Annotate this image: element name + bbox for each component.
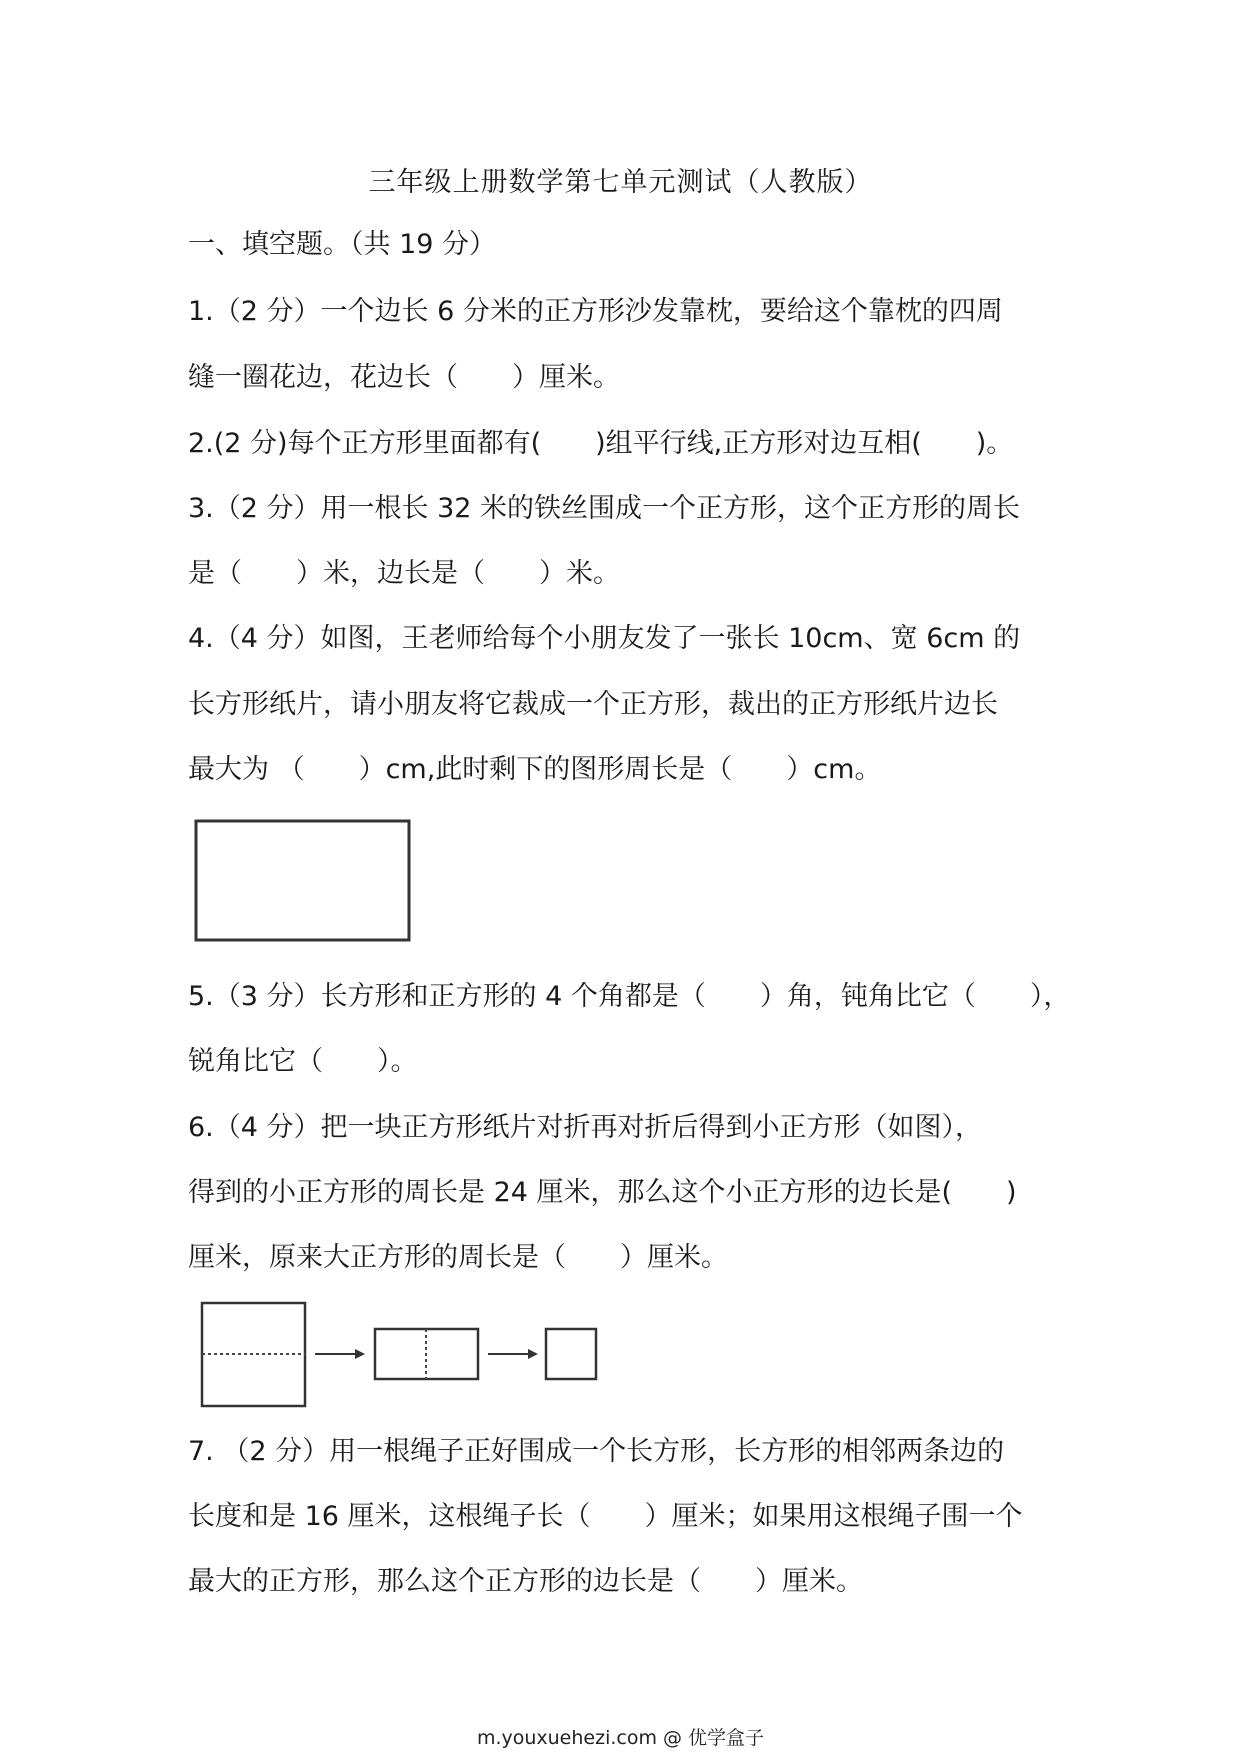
large-square: [202, 1303, 305, 1406]
section-heading: 一、填空题。（共 19 分）: [188, 229, 497, 260]
question-6-line-1: 6.（4 分）把一块正方形纸片对折再对折后得到小正方形（如图），: [188, 1112, 983, 1143]
question-1-line-2: 缝一圈花边，花边长（ ）厘米。: [188, 362, 620, 393]
question-2-line-1: 2.(2 分)每个正方形里面都有( )组平行线,正方形对边互相( )。: [188, 428, 1014, 459]
small-square: [546, 1329, 596, 1379]
question-3-line-1: 3.（2 分）用一根长 32 米的铁丝围成一个正方形，这个正方形的周长: [188, 493, 1021, 524]
arrow-2-head: [528, 1349, 538, 1359]
question-1-line-1: 1.（2 分）一个边长 6 分米的正方形沙发靠枕，要给这个靠枕的四周: [188, 296, 1003, 327]
question-7-line-3: 最大的正方形，那么这个正方形的边长是（ ）厘米。: [188, 1566, 863, 1597]
arrow-1-head: [355, 1349, 365, 1359]
question-5-line-2: 锐角比它（ ）。: [188, 1046, 418, 1077]
question-7-line-2: 长度和是 16 厘米，这根绳子长（ ）厘米；如果用这根绳子围一个: [188, 1501, 1023, 1532]
rectangle-paper-figure: [193, 818, 413, 944]
page-title: 三年级上册数学第七单元测试（人教版）: [368, 167, 873, 198]
folding-square-figure: [185, 1297, 605, 1412]
question-4-line-1: 4.（4 分）如图，王老师给每个小朋友发了一张长 10cm、宽 6cm 的: [188, 623, 1021, 654]
question-6-line-2: 得到的小正方形的周长是 24 厘米，那么这个小正方形的边长是( ): [188, 1177, 1017, 1208]
question-4-line-2: 长方形纸片，请小朋友将它裁成一个正方形，裁出的正方形纸片边长: [188, 689, 998, 720]
question-7-line-1: 7. （2 分）用一根绳子正好围成一个长方形，长方形的相邻两条边的: [188, 1436, 1005, 1467]
rectangle-shape: [196, 821, 409, 940]
question-4-line-3: 最大为 （ ）cm,此时剩下的图形周长是（ ）cm。: [188, 754, 882, 785]
question-3-line-2: 是（ ）米，边长是（ ）米。: [188, 558, 620, 589]
footer-watermark: m.youxuehezi.com @ 优学盒子: [476, 1727, 765, 1749]
question-5-line-1: 5.（3 分）长方形和正方形的 4 个角都是（ ）角，钝角比它（ ），: [188, 981, 1071, 1012]
question-6-line-3: 厘米，原来大正方形的周长是（ ）厘米。: [188, 1242, 728, 1273]
